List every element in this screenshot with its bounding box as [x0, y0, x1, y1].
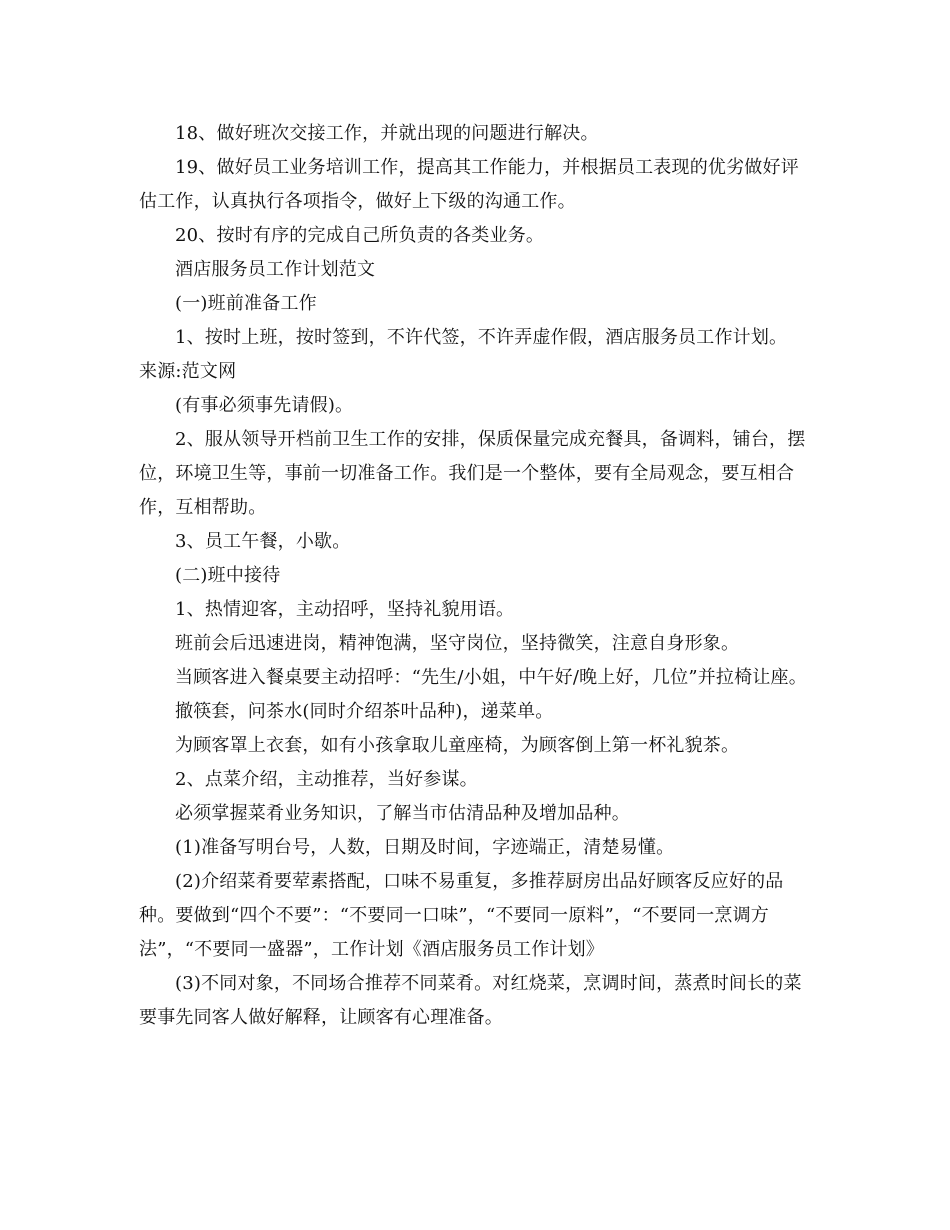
source-line: 来源:范文网	[139, 361, 237, 382]
paragraph-post-briefing: 班前会后迅速进岗，精神饱满，坚守岗位，坚持微笑，注意自身形象。	[175, 633, 740, 654]
paragraph-item-in-1: 1、热情迎客，主动招呼，坚持礼貌用语。	[175, 599, 515, 620]
paragraph-item-in-2: 2、点菜介绍，主动推荐，当好参谋。	[175, 769, 478, 790]
document-body	[139, 117, 814, 1035]
paragraph-item-pre-1: 1、按时上班，按时签到，不许代签，不许弄虚作假，酒店服务员工作计划。	[175, 327, 788, 348]
paragraph-menu-recommendation: (2)介绍菜肴要荤素搭配，口味不易重复，多推荐厨房出品好顾客反应好的品种。要做到“四个不要”：“不要同一口味”，“不要同一原料”，“不要同一烹调方法”，“不要同一盛器”，工作计划《酒店服务员工作计划》	[139, 871, 784, 960]
paragraph-tea-menu: 撤筷套，问茶水(同时介绍茶叶品种)，递菜单。	[175, 701, 554, 722]
paragraph-item-pre-3: 3、员工午餐，小歇。	[175, 531, 351, 552]
paragraph-order-writing: (1)准备写明台号，人数，日期及时间，字迹端正，清楚易懂。	[175, 837, 675, 858]
paragraph-item-pre-2: 2、服从领导开档前卫生工作的安排，保质保量完成充餐具，备调料，铺台，摆位，环境卫生等，事前一切准备工作。我们是一个整体，要有全局观念，要互相合作，互相帮助。	[139, 429, 806, 518]
paragraph-leave-note: (有事必须事先请假)。	[175, 395, 354, 416]
paragraph-child-seat: 为顾客罩上衣套，如有小孩拿取儿童座椅，为顾客倒上第一杯礼貌茶。	[175, 735, 740, 756]
subsection-heading-pre-shift: (一)班前准备工作	[175, 293, 317, 314]
section-title: 酒店服务员工作计划范文	[175, 259, 376, 280]
paragraph-dish-explanation: (3)不同对象，不同场合推荐不同菜肴。对红烧菜，烹调时间，蒸煮时间长的菜要事先同客人做好解释，让顾客有心理准备。	[139, 973, 802, 1028]
paragraph-item-18: 18、做好班次交接工作，并就出现的问题进行解决。	[175, 123, 599, 144]
paragraph-greeting: 当顾客进入餐桌要主动招呼：“先生/小姐，中午好/晚上好，几位”并拉椅让座。	[175, 667, 807, 688]
paragraph-item-19: 19、做好员工业务培训工作，提高其工作能力，并根据员工表现的优劣做好评估工作，认真执行各项指令，做好上下级的沟通工作。	[139, 157, 799, 212]
paragraph-menu-knowledge: 必须掌握菜肴业务知识，了解当市估清品种及增加品种。	[175, 803, 630, 824]
paragraph-item-20: 20、按时有序的完成自己所负责的各类业务。	[175, 225, 545, 246]
subsection-heading-in-shift: (二)班中接待	[175, 565, 281, 586]
